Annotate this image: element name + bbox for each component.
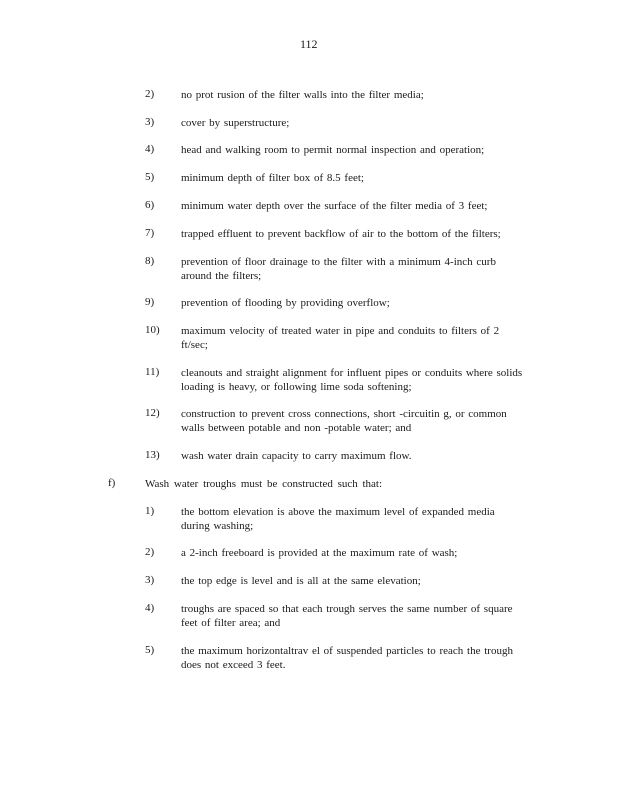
item-text: troughs are spaced so that each trough serves the same number of square feet of filter area; and (181, 603, 513, 629)
item-number: 5) (145, 644, 155, 656)
section-label: f) (108, 477, 116, 489)
item-number: 6) (145, 199, 155, 211)
item-text: the top edge is level and is all at the same elevation; (181, 575, 421, 587)
item-text: the maximum horizontaltrav el of suspended particles to reach the trough does not exceed 3 feet. (181, 645, 513, 671)
item-number: 2) (145, 546, 155, 558)
item-number: 12) (145, 407, 160, 419)
item-text: maximum velocity of treated water in pipe and conduits to filters of 2 ft/sec; (181, 325, 500, 351)
item-text: minimum water depth over the surface of the filter media of 3 feet; (181, 200, 488, 212)
item-text: wash water drain capacity to carry maximum flow. (181, 450, 412, 462)
item-text: cleanouts and straight alignment for influent pipes or conduits where solids loading is heavy, or following lime soda softening; (181, 367, 523, 393)
item-text: the bottom elevation is above the maximum level of expanded media during washing; (181, 506, 495, 532)
item-text: prevention of flooding by providing overflow; (181, 297, 390, 309)
item-number: 4) (145, 602, 155, 614)
section-text: Wash water troughs must be constructed such that: (145, 478, 383, 490)
item-number: 5) (145, 171, 155, 183)
item-text: head and walking room to permit normal inspection and operation; (181, 144, 485, 156)
item-number: 11) (145, 366, 160, 378)
item-number: 10) (145, 324, 160, 336)
item-text: prevention of floor drainage to the filter with a minimum 4-inch curb around the filters; (181, 256, 496, 282)
item-number: 4) (145, 143, 155, 155)
item-text: construction to prevent cross connections, short -circuitin g, or common walls between potable and non -potable water; and (181, 408, 507, 434)
item-number: 3) (145, 116, 155, 128)
item-number: 2) (145, 88, 155, 100)
item-text: no prot rusion of the filter walls into the filter media; (181, 89, 424, 101)
item-text: minimum depth of filter box of 8.5 feet; (181, 172, 364, 184)
item-number: 8) (145, 255, 155, 267)
item-text: a 2-inch freeboard is provided at the maximum rate of wash; (181, 547, 458, 559)
item-number: 9) (145, 296, 155, 308)
page-number: 112 (300, 37, 318, 51)
item-text: trapped effluent to prevent backflow of air to the bottom of the filters; (181, 228, 501, 240)
item-text: cover by superstructure; (181, 117, 290, 129)
item-number: 7) (145, 227, 155, 239)
item-number: 1) (145, 505, 155, 517)
item-number: 13) (145, 449, 160, 461)
item-number: 3) (145, 574, 155, 586)
